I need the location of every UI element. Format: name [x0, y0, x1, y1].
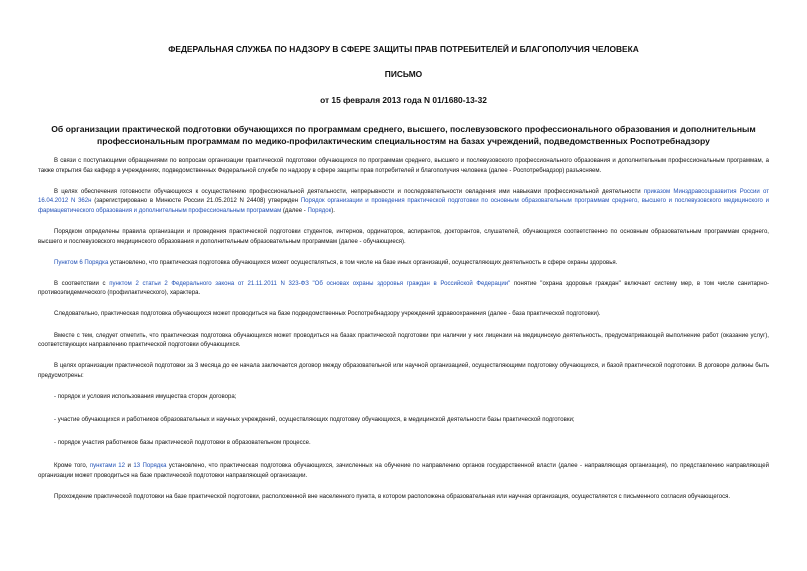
link-procedure-short[interactable]: Порядок — [307, 207, 332, 214]
paragraph-consent: Прохождение практической подготовки на базе практической подготовки, расположенной вне населенного пункта, в котором расположена образовательная или научная организация, осуществляется с письменного согласия обучающегося. — [54, 493, 731, 500]
document-type: ПИСЬМО — [384, 69, 423, 79]
paragraph-rules: Порядком определены правила организации и проведения практической подготовки студентов, интернов, ординаторов, аспирантов, докторантов, слушателей, обучающихся соответственно по основным образовательным программам среднего, высшего и послевузовского медицинского образования и дополнительным образовательным программам (далее - обучающиеся). — [38, 228, 769, 245]
link-order-362n[interactable]: приказом Минздравсоцразвития России от 16.04.2012 N 362н — [38, 188, 769, 205]
paragraph-license: Вместе с тем, следует отметить, что практическая подготовка обучающихся может проводиться на базах практической подготовки при наличии у них лицензии на медицинскую деятельность, предусматривающей выполнение работ (оказание услуг), соответствующих направлению практической подготовки обучающихся. — [38, 332, 769, 349]
document-number: от 15 февраля 2013 года N 01/1680-13-32 — [320, 95, 487, 105]
paragraph-consequently: Следовательно, практическая подготовка обучающихся может проводиться на базе подведомственных Роспотребнадзору учреждений здравоохранения (далее - база практической подготовки). — [54, 311, 601, 318]
text: (зарегистрировано в Минюсте России 21.05.2012 N 24408) утвержден — [91, 198, 301, 205]
text: понятие "охрана здоровья граждан" включает систему мер, в том числе санитарно-противоэпидемического (профилактического), характера. — [38, 280, 769, 297]
text: ). — [331, 207, 335, 214]
link-procedure[interactable]: Порядок организации и проведения практической подготовки по основным образовательным программам среднего, высшего и послевузовского медицинского и фармацевтического образования и дополнительным профессиональным программам — [38, 198, 769, 214]
list-item: - участие обучающихся и работников образовательных и научных учреждений, осуществляющих подготовку обучающихся, в медицинской деятельности базы практической подготовки; — [54, 417, 575, 423]
paragraph-points-12-13 — [38, 462, 769, 481]
text: В целях обеспечения готовности обучающихся к осуществлению профессиональной деятельности, непрерывности и последовательности овладения ими навыками профессиональной деятельности — [54, 188, 644, 195]
text: и — [125, 463, 134, 470]
paragraph-contract: В целях организации практической подготовки за 3 месяца до ее начала заключается договор между образовательной или научной организацией, осуществляющими подготовку обучающихся, и базой практической подготовки. В договоре должны быть предусмотрены: — [38, 363, 769, 379]
text: Кроме того, — [54, 463, 90, 470]
paragraph-order — [38, 188, 769, 217]
text: установлено, что практическая подготовка обучающихся может осуществляться, в том числе на базе иных организаций, осуществляющих деятельность в сфере охраны здоровья. — [108, 259, 618, 266]
link-federal-law-323[interactable]: пунктом 2 статьи 2 Федерального закона от 21.11.2011 N 323-ФЗ "Об основах охраны здоровья граждан в Российской Федерации" — [109, 280, 511, 287]
link-point-12[interactable]: пунктами 12 — [89, 463, 126, 470]
text: (далее - — [281, 207, 308, 214]
agency-name: ФЕДЕРАЛЬНАЯ СЛУЖБА ПО НАДЗОРУ В СФЕРЕ ЗАЩИТЫ ПРАВ ПОТРЕБИТЕЛЕЙ И БЛАГОПОЛУЧИЯ ЧЕЛОВЕКА — [168, 44, 639, 54]
document-body — [38, 157, 769, 502]
document-title: Об организации практической подготовки обучающихся по программам среднего, высшего, послевузовского профессионального образования и дополнительным профессиональным программам по медико-профилактическим специальностям на базах учреждений, подведомственных Роспотребнадзору — [51, 124, 756, 146]
text: В соответствии с — [54, 280, 110, 287]
paragraph-federal-law — [38, 280, 769, 299]
list-item: - порядок участия работников базы практической подготовки в образовательном процессе. — [54, 440, 311, 447]
paragraph-intro: В связи с поступающими обращениями по вопросам организации практической подготовки обучающихся по программам среднего, высшего и послевузовского профессионального образования и дополнительным профессиональным программам, а также открытия баз кафедр в учреждениях, подведомственных Федеральной службе по надзору в сфере защиты прав потребителей и благополучия человека (далее - Роспотребнадзор) разъясняем. — [38, 158, 769, 174]
paragraph-point-6 — [38, 259, 769, 269]
list-item: - порядок и условия использования имущества сторон договора; — [54, 393, 237, 400]
text: установлено, что практическая подготовка обучающихся, зачисленных на обучение по направлению органов государственной власти (далее - направляющая организация), по представлению направляющей организации может проводиться на базе практической подготовки направляющей организации. — [38, 463, 769, 479]
link-point-6[interactable]: Пунктом 6 Порядка — [54, 259, 109, 266]
link-point-13[interactable]: 13 Порядка — [133, 463, 167, 470]
